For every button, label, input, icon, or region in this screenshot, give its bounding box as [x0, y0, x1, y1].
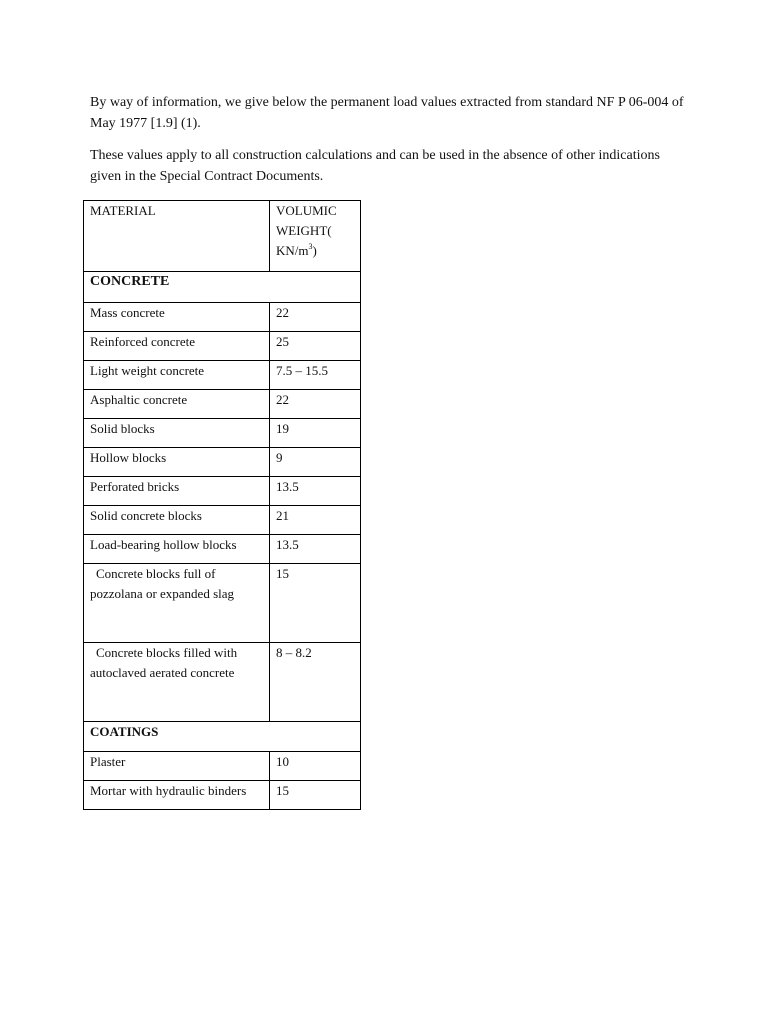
weight-cell: 7.5 – 15.5 — [270, 361, 361, 390]
table-row — [84, 506, 361, 535]
material-cell: Concrete blocks filled with autoclaved aerated concrete — [84, 643, 270, 722]
table-row — [84, 752, 361, 781]
material-cell: Plaster — [84, 752, 270, 781]
material-cell: Hollow blocks — [84, 448, 270, 477]
section-heading-coatings: COATINGS — [84, 722, 361, 752]
weight-cell: 22 — [270, 303, 361, 332]
weight-cell: 13.5 — [270, 535, 361, 564]
table-row — [84, 781, 361, 810]
weight-cell: 21 — [270, 506, 361, 535]
table-row — [84, 535, 361, 564]
material-cell: Light weight concrete — [84, 361, 270, 390]
material-cell: Load-bearing hollow blocks — [84, 535, 270, 564]
table-row — [84, 390, 361, 419]
table-row — [84, 564, 361, 643]
weight-cell: 13.5 — [270, 477, 361, 506]
table-row — [84, 477, 361, 506]
weight-cell: 25 — [270, 332, 361, 361]
table-row — [84, 332, 361, 361]
material-cell: Solid concrete blocks — [84, 506, 270, 535]
table-row — [84, 303, 361, 332]
section-row-concrete — [84, 272, 361, 303]
weight-cell: 15 — [270, 781, 361, 810]
material-cell: Mortar with hydraulic binders — [84, 781, 270, 810]
material-column-header: MATERIAL — [84, 201, 270, 272]
weight-cell: 15 — [270, 564, 361, 643]
material-cell: Solid blocks — [84, 419, 270, 448]
load-values-table — [83, 200, 361, 810]
material-cell: Asphaltic concrete — [84, 390, 270, 419]
material-cell: Perforated bricks — [84, 477, 270, 506]
table-row — [84, 643, 361, 722]
table-header-row — [84, 201, 361, 272]
weight-cell: 8 – 8.2 — [270, 643, 361, 722]
scope-paragraph: These values apply to all construction calculations and can be used in the absence of other indications given in the Special Contract Documents. — [90, 148, 660, 184]
material-cell: Reinforced concrete — [84, 332, 270, 361]
section-heading-concrete: CONCRETE — [84, 272, 361, 303]
weight-header-suffix: ) — [312, 243, 317, 258]
intro-paragraph: By way of information, we give below the permanent load values extracted from standard NF P 06-004 of May 1977 [1.9] (1). — [90, 95, 684, 131]
table-row — [84, 448, 361, 477]
weight-header-superscript: 3 — [308, 242, 313, 251]
weight-cell: 9 — [270, 448, 361, 477]
weight-cell: 19 — [270, 419, 361, 448]
weight-cell: 10 — [270, 752, 361, 781]
weight-header-text: VOLUMIC WEIGHT( KN/m — [276, 203, 337, 258]
table-row — [84, 361, 361, 390]
table-row — [84, 419, 361, 448]
weight-cell: 22 — [270, 390, 361, 419]
weight-column-header — [270, 201, 361, 272]
section-row-coatings — [84, 722, 361, 752]
material-cell: Mass concrete — [84, 303, 270, 332]
material-cell: Concrete blocks full of pozzolana or expanded slag — [84, 564, 270, 643]
